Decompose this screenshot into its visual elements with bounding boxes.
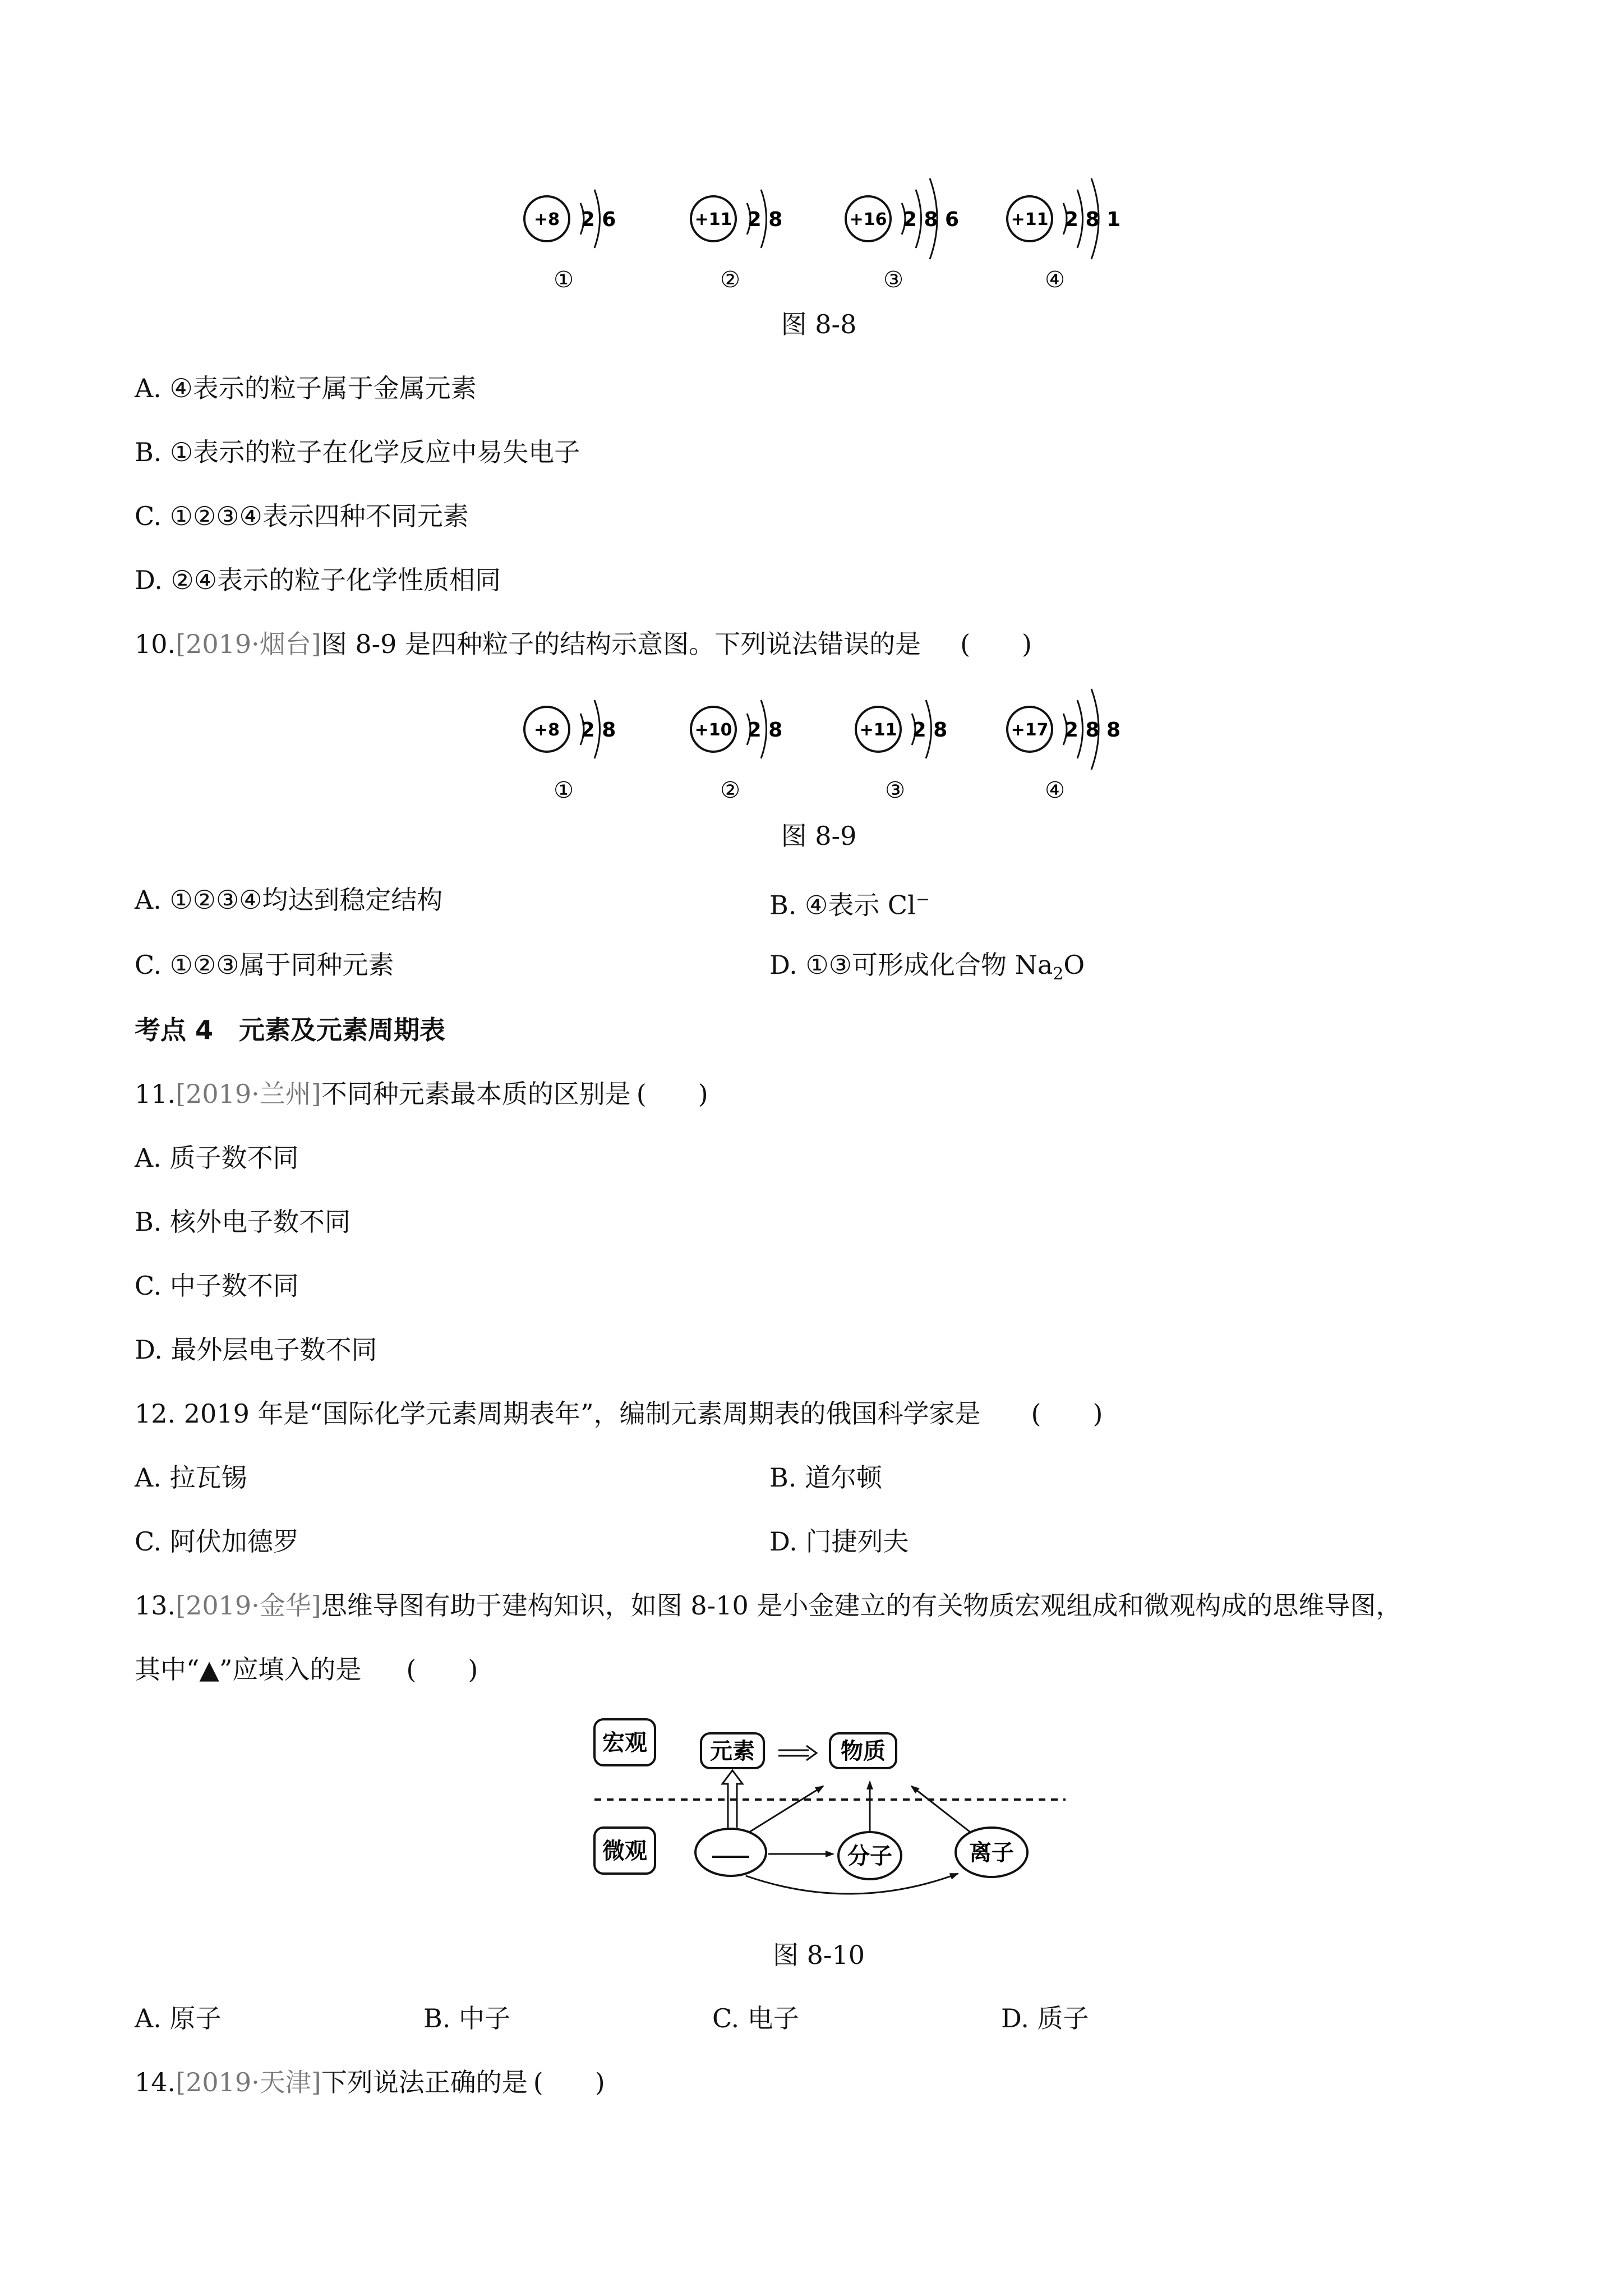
option-a: A. 拉瓦锡: [135, 1462, 247, 1493]
option-a: A. 原子: [135, 2003, 222, 2033]
atom-label: ④: [1045, 267, 1065, 293]
option-d: [769, 948, 1085, 991]
nucleus-charge: +17: [1011, 720, 1049, 740]
atom-diagram: [691, 190, 782, 293]
option-d-text: D. ①③可形成化合物 Na: [769, 950, 1053, 980]
question-stem-cont: 其中“▲”应填入的是: [135, 1654, 362, 1685]
answer-blank: ( ): [1031, 1398, 1103, 1429]
molecule-label: 分子: [847, 1843, 892, 1869]
option-c: C. ①②③属于同种元素: [135, 950, 394, 980]
question-stem: 下列说法正确的是: [321, 2067, 528, 2097]
question-12: [135, 1397, 1103, 1430]
figure-caption: 图 8-8: [781, 309, 857, 339]
micro-label: 微观: [602, 1838, 647, 1864]
atom-label: ②: [720, 267, 740, 293]
superscript: −: [915, 890, 930, 909]
answer-blank: ( ): [533, 2067, 605, 2097]
option-d: D. 门捷列夫: [769, 1526, 909, 1557]
question-source: [2019·烟台]: [176, 629, 321, 659]
atom-diagram: [524, 700, 616, 803]
option-d: D. 质子: [1001, 2003, 1089, 2033]
element-label: 元素: [710, 1738, 755, 1764]
atom-label: ①: [554, 267, 574, 293]
atom-diagram: [524, 190, 616, 293]
electron-config: 2 6: [580, 208, 616, 231]
electron-config: 2 8: [747, 208, 783, 231]
option-a: A. ④表示的粒子属于金属元素: [135, 373, 477, 403]
atom-label: ①: [554, 777, 574, 803]
option-b-text: B. ④表示 Cl: [769, 890, 916, 921]
option-c: C. 电子: [712, 2003, 799, 2033]
electron-config: 2 8: [912, 719, 948, 742]
option-a: A. ①②③④均达到稳定结构: [135, 885, 443, 915]
option-b: B. 中子: [423, 2003, 511, 2033]
question-stem: 思维导图有助于建构知识，如图 8-10 是小金建立的有关物质宏观组成和微观构成的思维导图，: [321, 1590, 1402, 1621]
question-14: [135, 2065, 605, 2099]
atom-diagram: [1007, 178, 1121, 293]
nucleus-charge: +8: [533, 210, 560, 229]
section-heading: 考点 4 元素及元素周期表: [135, 1015, 446, 1045]
electron-config: 2 8 6: [902, 208, 960, 231]
electron-config: 2 8: [580, 719, 616, 742]
question-10: [135, 627, 1032, 661]
question-source: [2019·金华]: [176, 1590, 321, 1621]
option-d: D. ②④表示的粒子化学性质相同: [135, 565, 501, 595]
question-stem: 12. 2019 年是“国际化学元素周期表年”，编制元素周期表的俄国科学家是: [135, 1398, 981, 1429]
ion-label: 离子: [969, 1840, 1014, 1866]
subscript: 2: [1053, 964, 1064, 984]
answer-blank: ( ): [960, 629, 1032, 659]
option-a: A. 质子数不同: [135, 1143, 299, 1173]
option-d-suffix: O: [1063, 950, 1085, 980]
figure-8-10: [583, 1705, 1077, 1930]
figure-caption: 图 8-10: [773, 1940, 865, 1970]
atom-label: ④: [1045, 777, 1065, 803]
atom-label: ③: [885, 777, 905, 803]
question-number: 14.: [135, 2067, 176, 2097]
answer-blank: ( ): [636, 1079, 708, 1109]
nucleus-charge: +16: [849, 210, 887, 229]
macro-label: 宏观: [602, 1730, 647, 1756]
nucleus-charge: +11: [859, 720, 897, 740]
electron-config: 2 8 1: [1064, 208, 1121, 231]
question-number: 13.: [135, 1590, 176, 1621]
option-c: C. 阿伏加德罗: [135, 1526, 299, 1557]
question-number: 10.: [135, 629, 176, 659]
atom-diagram: [846, 178, 959, 293]
question-source: [2019·天津]: [176, 2067, 321, 2097]
nucleus-charge: +10: [694, 720, 732, 740]
question-number: 11.: [135, 1079, 176, 1109]
atom-diagram: [1007, 689, 1121, 803]
question-stem: 图 8-9 是四种粒子的结构示意图。下列说法错误的是: [321, 629, 921, 659]
option-b: B. 道尔顿: [769, 1462, 883, 1493]
option-c: C. 中子数不同: [135, 1271, 299, 1301]
question-13: [135, 1589, 1401, 1622]
blank-ellipse: [695, 1829, 766, 1876]
question-13-cont: [135, 1653, 478, 1686]
atom-diagram: [691, 700, 782, 803]
answer-blank: ( ): [406, 1654, 478, 1685]
option-c: C. ①②③④表示四种不同元素: [135, 501, 469, 531]
electron-config: 2 8 8: [1064, 719, 1121, 742]
figure-8-9: [505, 679, 1122, 813]
electron-config: 2 8: [747, 719, 783, 742]
nucleus-charge: +11: [694, 210, 732, 229]
nucleus-charge: +11: [1011, 210, 1049, 229]
question-11: [135, 1077, 708, 1111]
atom-label: ③: [883, 267, 903, 293]
substance-label: 物质: [841, 1738, 886, 1764]
question-stem: 不同种元素最本质的区别是: [321, 1079, 631, 1109]
question-source: [2019·兰州]: [176, 1079, 321, 1109]
nucleus-charge: +8: [533, 720, 560, 740]
option-b: B. 核外电子数不同: [135, 1207, 351, 1237]
figure-8-8: [505, 168, 1122, 303]
atom-label: ②: [720, 777, 740, 803]
option-d: D. 最外层电子数不同: [135, 1335, 377, 1365]
option-b: B. ①表示的粒子在化学反应中易失电子: [135, 437, 580, 467]
option-b: [769, 883, 930, 922]
atom-diagram: [856, 700, 947, 803]
figure-caption: 图 8-9: [781, 821, 857, 851]
